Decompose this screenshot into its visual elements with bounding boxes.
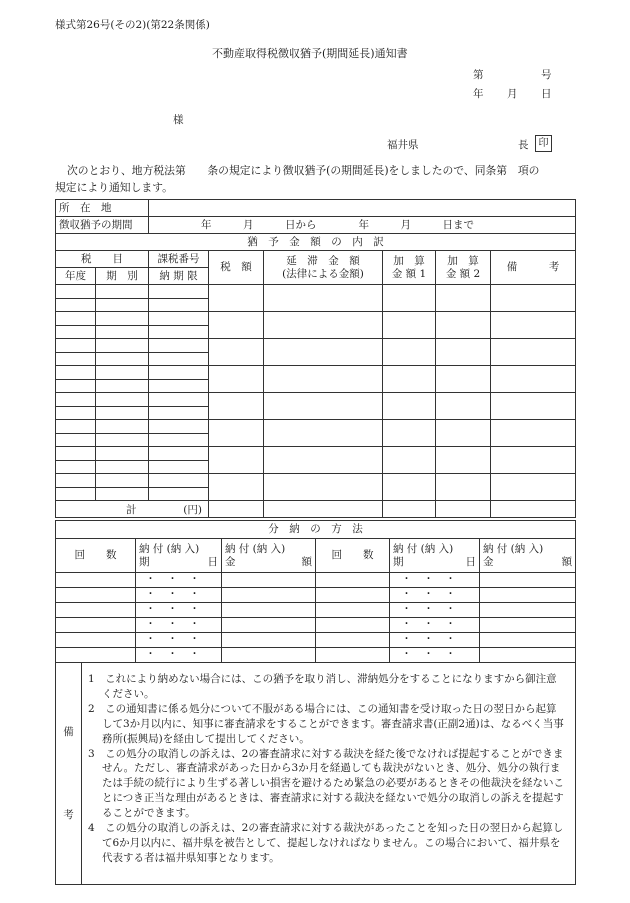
number-suffix: 号 [541, 69, 552, 81]
installment-amount[interactable] [222, 588, 316, 603]
installment-date[interactable]: ・・・ [390, 618, 480, 633]
cell[interactable] [96, 312, 149, 326]
cell[interactable] [436, 339, 491, 366]
cell[interactable] [209, 393, 264, 420]
cell[interactable] [264, 312, 383, 339]
cell[interactable] [264, 474, 383, 501]
cell[interactable] [96, 474, 149, 488]
cell[interactable] [264, 285, 383, 312]
location-value[interactable] [149, 200, 576, 217]
cell[interactable] [56, 434, 96, 447]
cell[interactable] [56, 488, 96, 501]
cell[interactable] [149, 488, 209, 501]
cell[interactable] [209, 366, 264, 393]
installment-count[interactable] [56, 573, 136, 588]
col-fiscal-year: 年度 [56, 268, 96, 285]
period-value: 年 月 日から 年 月 日まで [149, 217, 576, 234]
col-amount-left-top: 納 付 (納 入) [225, 543, 286, 556]
note-item-1: 1 これにより納めない場合には、この猶予を取り消し、滞納処分をすることになりますから御注意ください。 [88, 673, 557, 700]
installment-title: 分 納 の 方 法 [56, 521, 576, 539]
installment-amount[interactable] [222, 573, 316, 588]
col-date-left-top: 納 付 (納 入) [139, 543, 200, 556]
cell[interactable] [149, 474, 209, 488]
cell[interactable] [56, 461, 96, 474]
notes-table [55, 662, 576, 885]
cell[interactable] [436, 285, 491, 312]
issuer-chief: 長 [518, 139, 529, 151]
cell[interactable] [56, 299, 96, 312]
cell[interactable] [96, 420, 149, 434]
cell[interactable] [149, 407, 209, 420]
cell[interactable] [149, 353, 209, 366]
cell[interactable] [56, 339, 96, 353]
col-amount-right-top: 納 付 (納 入) [483, 543, 544, 556]
col-date-right [390, 539, 480, 573]
cell[interactable] [149, 420, 209, 434]
col-date-right-period: 期 [393, 555, 404, 568]
installment-date[interactable]: ・・・ [390, 588, 480, 603]
installment-count[interactable] [56, 603, 136, 618]
intro-line-2: 規定により通知します。 [55, 181, 173, 194]
col-amount-left [222, 539, 316, 573]
total-additional-2[interactable] [436, 501, 491, 518]
cell[interactable] [436, 447, 491, 474]
col-additional-2 [436, 251, 491, 285]
cell[interactable] [436, 312, 491, 339]
page-title: 不動産取得税徴収猶予(期間延長)通知書 [212, 47, 408, 60]
installment-date[interactable]: ・・・ [390, 648, 480, 663]
cell[interactable] [56, 380, 96, 393]
cell[interactable] [56, 474, 96, 488]
col-tax-item: 税 目 [56, 251, 149, 268]
total-tax[interactable] [209, 501, 264, 518]
col-date-right-top: 納 付 (納 入) [393, 543, 454, 556]
col-late-fee-sub: (法律による金額) [282, 267, 364, 280]
cell[interactable] [209, 339, 264, 366]
cell[interactable] [96, 380, 149, 393]
col-additional-2-bottom: 金 額 2 [445, 267, 481, 280]
notes-label [56, 663, 82, 885]
cell[interactable] [56, 285, 96, 299]
cell[interactable] [149, 326, 209, 339]
cell[interactable] [383, 366, 436, 393]
col-additional-1-bottom: 金 額 1 [391, 267, 427, 280]
cell[interactable] [264, 366, 383, 393]
cell[interactable] [491, 285, 576, 312]
cell[interactable] [491, 447, 576, 474]
total-unit: (円) [183, 504, 202, 516]
cell[interactable] [383, 285, 436, 312]
cell[interactable] [96, 488, 149, 501]
installment-count[interactable] [316, 648, 390, 663]
col-date-left-period: 期 [139, 555, 150, 568]
location-label: 所 在 地 [56, 200, 149, 217]
cell[interactable] [56, 420, 96, 434]
installment-count[interactable] [316, 633, 390, 648]
cell[interactable] [383, 474, 436, 501]
installment-count[interactable] [316, 573, 390, 588]
installment-table [55, 520, 576, 663]
cell[interactable] [436, 366, 491, 393]
seal-box [535, 135, 552, 152]
installment-amount[interactable] [222, 633, 316, 648]
cell[interactable] [149, 366, 209, 380]
cell[interactable] [209, 285, 264, 312]
cell[interactable] [56, 312, 96, 326]
installment-amount[interactable] [222, 603, 316, 618]
col-date-left [136, 539, 222, 573]
date-year: 年 [473, 88, 484, 100]
installment-amount[interactable] [222, 618, 316, 633]
col-due-date: 納 期 限 [149, 268, 209, 285]
cell[interactable] [436, 393, 491, 420]
installment-date[interactable]: ・・・ [136, 588, 222, 603]
col-additional-1-top: 加 算 [393, 255, 425, 268]
cell[interactable] [96, 299, 149, 312]
installment-count[interactable] [316, 618, 390, 633]
date-day: 日 [541, 88, 552, 100]
cell[interactable] [96, 339, 149, 353]
period-label: 徴収猶予の期間 [56, 217, 149, 234]
cell[interactable] [436, 474, 491, 501]
cell[interactable] [96, 434, 149, 447]
cell[interactable] [96, 353, 149, 366]
cell[interactable] [56, 407, 96, 420]
total-additional-1[interactable] [383, 501, 436, 518]
installment-count[interactable] [56, 633, 136, 648]
cell[interactable] [149, 312, 209, 326]
col-period: 期 別 [96, 268, 149, 285]
total-row-label [56, 501, 209, 518]
total-remarks[interactable] [491, 501, 576, 518]
installment-count[interactable] [316, 588, 390, 603]
col-date-right-day: 日 [465, 555, 476, 568]
cell[interactable] [149, 461, 209, 474]
installment-count[interactable] [56, 618, 136, 633]
installment-date[interactable]: ・・・ [136, 573, 222, 588]
installment-amount[interactable] [480, 648, 576, 663]
cell[interactable] [96, 366, 149, 380]
cell[interactable] [56, 366, 96, 380]
col-remarks: 備 考 [491, 251, 576, 285]
installment-count[interactable] [56, 648, 136, 663]
cell[interactable] [149, 339, 209, 353]
breakdown-title: 猶 予 金 額 の 内 訳 [56, 234, 576, 251]
col-amount-right-sum: 額 [561, 555, 573, 568]
col-amount-right-money: 金 [483, 555, 494, 568]
total-label: 計 [126, 504, 137, 516]
col-amount-left-sum: 額 [301, 555, 312, 568]
installment-date[interactable]: ・・・ [390, 633, 480, 648]
cell[interactable] [383, 339, 436, 366]
cell[interactable] [96, 326, 149, 339]
tax-deferral-table [55, 199, 576, 518]
intro-line-1: 次のとおり、地方税法第 条の規定により徴収猶予(の期間延長)をしましたので、同条第 項の [67, 164, 540, 177]
installment-date[interactable]: ・・・ [136, 633, 222, 648]
col-additional-1 [383, 251, 436, 285]
installment-amount[interactable] [480, 618, 576, 633]
col-additional-2-top: 加 算 [447, 255, 479, 268]
installment-date[interactable]: ・・・ [136, 648, 222, 663]
cell[interactable] [436, 420, 491, 447]
installment-amount[interactable] [480, 603, 576, 618]
cell[interactable] [264, 393, 383, 420]
cell[interactable] [491, 339, 576, 366]
note-item-3: 3 この処分の取消しの訴えは、2の審査請求に対する裁決を経た後でなければ提起することができません。ただし、審査請求があった日から3か月を経過しても裁決がないとき、処分、処分の執行または手続の続行により生ずる著しい損害を避けるため緊急の必要があるときその他裁決を経ないことにつき正当な理由があるときは、審査請求に対する裁決を経ないで処分の取消しの訴えを提起することができます。 [88, 747, 564, 820]
date-month: 月 [507, 88, 518, 100]
cell[interactable] [56, 393, 96, 407]
cell[interactable] [56, 353, 96, 366]
cell[interactable] [383, 312, 436, 339]
notes-label-top: 備 [63, 726, 74, 739]
cell[interactable] [383, 393, 436, 420]
cell[interactable] [96, 461, 149, 474]
installment-amount[interactable] [222, 648, 316, 663]
col-amount-left-money: 金 [225, 555, 236, 568]
cell[interactable] [96, 393, 149, 407]
notes-label-bottom: 考 [63, 808, 74, 821]
total-late-fee[interactable] [264, 501, 383, 518]
cell[interactable] [264, 339, 383, 366]
cell[interactable] [209, 447, 264, 474]
installment-date[interactable]: ・・・ [390, 603, 480, 618]
installment-amount[interactable] [480, 588, 576, 603]
cell[interactable] [149, 393, 209, 407]
cell[interactable] [209, 420, 264, 447]
col-date-left-day: 日 [207, 555, 218, 568]
cell[interactable] [209, 474, 264, 501]
number-prefix: 第 [473, 69, 484, 81]
cell[interactable] [264, 420, 383, 447]
addressee-honorific: 様 [173, 114, 184, 126]
cell[interactable] [383, 420, 436, 447]
col-late-fee [264, 251, 383, 285]
seal-text: 印 [538, 137, 549, 149]
cell[interactable] [96, 285, 149, 299]
cell[interactable] [149, 380, 209, 393]
cell[interactable] [383, 447, 436, 474]
cell[interactable] [491, 366, 576, 393]
cell[interactable] [149, 299, 209, 312]
installment-date[interactable]: ・・・ [136, 603, 222, 618]
cell[interactable] [491, 393, 576, 420]
note-item-4: 4 この処分の取消しの訴えは、2の審査請求に対する裁決があったことを知った日の翌日から起算して6か月以内に、福井県を被告として、提起しなければなりません。この場合において、福井県を代表する者は福井県知事となります。 [88, 822, 564, 864]
cell[interactable] [264, 447, 383, 474]
installment-date[interactable]: ・・・ [390, 573, 480, 588]
cell[interactable] [491, 474, 576, 501]
col-count-left: 回 数 [56, 539, 136, 573]
installment-amount[interactable] [480, 573, 576, 588]
cell[interactable] [149, 447, 209, 461]
cell[interactable] [491, 312, 576, 339]
issuer-prefecture: 福井県 [387, 139, 419, 151]
cell[interactable] [209, 312, 264, 339]
cell[interactable] [149, 434, 209, 447]
note-item-2: 2 この通知書に係る処分について不服がある場合には、この通知書を受け取った日の翌日から起算して3か月以内に、知事に審査請求をすることができます。審査請求書(正副2通)は、なるべく当事務所(振興局)を経由して提出してください。 [88, 702, 564, 745]
col-tax-number: 課税番号 [149, 251, 209, 268]
cell[interactable] [56, 326, 96, 339]
form-number: 様式第26号(その2)(第22条関係) [55, 19, 210, 31]
cell[interactable] [56, 447, 96, 461]
installment-date[interactable]: ・・・ [136, 618, 222, 633]
cell[interactable] [96, 447, 149, 461]
notes-body [82, 663, 576, 885]
cell[interactable] [96, 407, 149, 420]
col-tax-amount: 税 額 [209, 251, 264, 285]
col-late-fee-label: 延 滞 金 額 [286, 255, 360, 268]
cell[interactable] [149, 285, 209, 299]
installment-count[interactable] [316, 603, 390, 618]
cell[interactable] [491, 420, 576, 447]
installment-amount[interactable] [480, 633, 576, 648]
installment-count[interactable] [56, 588, 136, 603]
col-count-right: 回 数 [316, 539, 390, 573]
col-amount-right [480, 539, 576, 573]
